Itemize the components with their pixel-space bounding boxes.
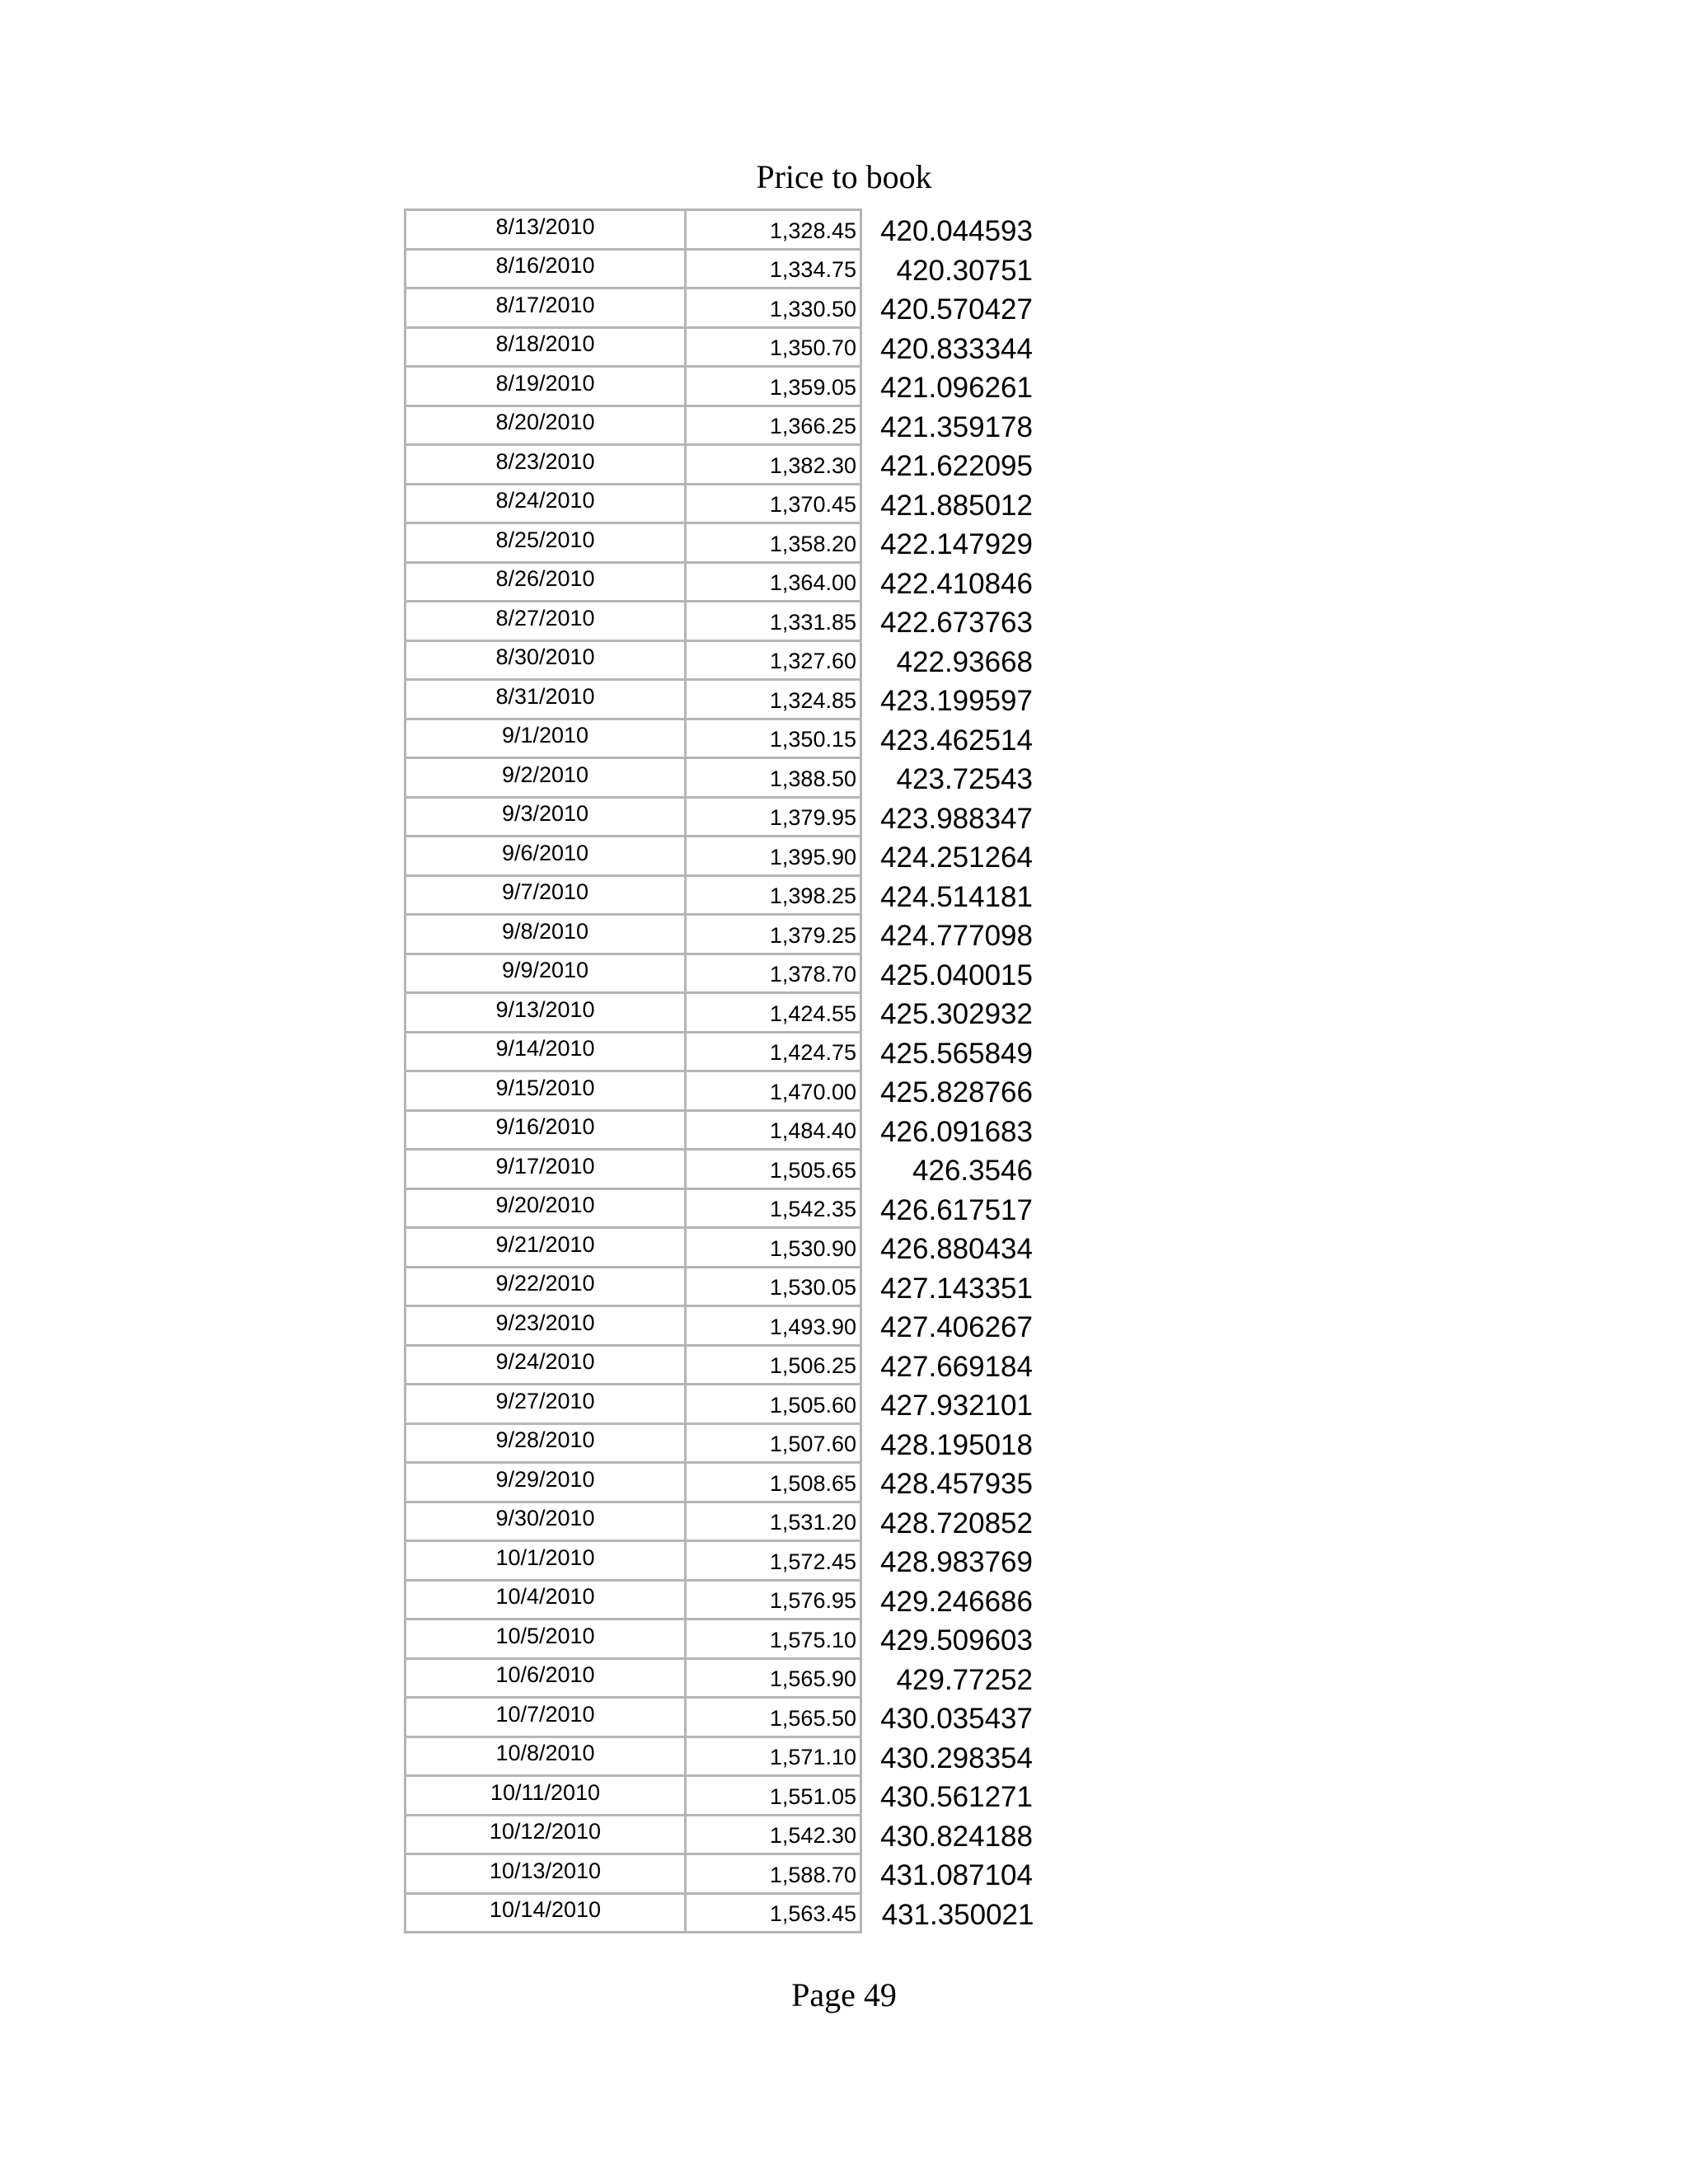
- ratio-cell: 430.035437: [880, 1703, 1033, 1736]
- price-cell: 1,370.45: [686, 484, 861, 523]
- date-cell: 9/29/2010: [406, 1463, 686, 1502]
- price-cell: 1,424.55: [686, 993, 861, 1033]
- price-cell: 1,364.00: [686, 562, 861, 602]
- table-row: [406, 680, 1034, 719]
- price-cell: 1,350.15: [686, 719, 861, 758]
- table-row: [406, 1698, 1034, 1737]
- ratio-cell: 425.040015: [880, 958, 1033, 991]
- ratio-cell: 428.457935: [880, 1468, 1033, 1501]
- page-title: Price to book: [756, 158, 932, 195]
- ratio-cell: 425.302932: [880, 998, 1033, 1031]
- date-cell: 8/17/2010: [406, 288, 686, 328]
- date-cell: 10/12/2010: [406, 1815, 686, 1854]
- date-cell: 8/20/2010: [406, 405, 686, 445]
- table-body: [406, 210, 1034, 1933]
- table-row: [406, 1267, 1034, 1306]
- price-cell: 1,470.00: [686, 1071, 861, 1111]
- price-cell: 1,588.70: [686, 1854, 861, 1894]
- date-cell: 10/1/2010: [406, 1541, 686, 1581]
- price-cell: 1,530.05: [686, 1267, 861, 1306]
- date-cell: 9/21/2010: [406, 1228, 686, 1268]
- table-row: [406, 1032, 1034, 1071]
- table-row: [406, 1580, 1034, 1619]
- ratio-cell: 429.246686: [880, 1585, 1033, 1618]
- ratio-cell: 425.565849: [880, 1037, 1033, 1070]
- ratio-cell: 420.044593: [880, 215, 1033, 248]
- table-row: [406, 1345, 1034, 1385]
- price-cell: 1,531.20: [686, 1502, 861, 1541]
- date-cell: 9/16/2010: [406, 1110, 686, 1150]
- table-row: [406, 797, 1034, 837]
- table-row: [406, 327, 1034, 367]
- price-cell: 1,530.90: [686, 1228, 861, 1268]
- table-row: [406, 210, 1034, 250]
- price-cell: 1,507.60: [686, 1423, 861, 1463]
- price-cell: 1,505.65: [686, 1150, 861, 1189]
- table-row: [406, 758, 1034, 798]
- date-cell: 9/3/2010: [406, 797, 686, 837]
- price-cell: 1,542.30: [686, 1815, 861, 1854]
- price-cell: 1,328.45: [686, 210, 861, 250]
- date-cell: 9/1/2010: [406, 719, 686, 758]
- ratio-cell: 426.617517: [880, 1193, 1033, 1226]
- table-row: [406, 1228, 1034, 1268]
- table-row: [406, 1150, 1034, 1189]
- table-row: [406, 445, 1034, 485]
- table-row: [406, 602, 1034, 641]
- table-row: [406, 1071, 1034, 1111]
- date-cell: 10/7/2010: [406, 1698, 686, 1737]
- price-cell: 1,542.35: [686, 1188, 861, 1228]
- ratio-cell: 422.410846: [880, 567, 1033, 600]
- ratio-cell: 428.195018: [880, 1428, 1033, 1461]
- date-cell: 9/30/2010: [406, 1502, 686, 1541]
- date-cell: 8/25/2010: [406, 523, 686, 563]
- table-row: [406, 249, 1034, 288]
- price-cell: 1,576.95: [686, 1580, 861, 1619]
- ratio-cell: 426.091683: [880, 1115, 1033, 1148]
- table-row: [406, 1736, 1034, 1776]
- table-row: [406, 875, 1034, 915]
- table-row: [406, 1110, 1034, 1150]
- ratio-cell: 420.30751: [896, 254, 1033, 287]
- table-row: [406, 1423, 1034, 1463]
- price-cell: 1,382.30: [686, 445, 861, 485]
- ratio-cell: 424.251264: [880, 841, 1033, 874]
- ratio-cell: 430.298354: [880, 1741, 1033, 1774]
- table-row: [406, 1619, 1034, 1659]
- ratio-cell: 426.880434: [880, 1233, 1033, 1266]
- ratio-cell: 421.885012: [880, 489, 1033, 522]
- table-row: [406, 1893, 1034, 1933]
- date-cell: 8/24/2010: [406, 484, 686, 523]
- table-row: [406, 719, 1034, 758]
- ratio-cell: 423.462514: [880, 724, 1033, 757]
- date-cell: 9/20/2010: [406, 1188, 686, 1228]
- price-cell: 1,575.10: [686, 1619, 861, 1659]
- ratio-cell: 423.988347: [880, 802, 1033, 835]
- price-cell: 1,388.50: [686, 758, 861, 798]
- ratio-cell: 422.93668: [896, 645, 1033, 678]
- ratio-cell: 425.828766: [880, 1076, 1033, 1109]
- date-cell: 9/17/2010: [406, 1150, 686, 1189]
- price-cell: 1,505.60: [686, 1385, 861, 1424]
- date-cell: 10/6/2010: [406, 1658, 686, 1698]
- ratio-cell: 422.673763: [880, 607, 1033, 640]
- ratio-cell: 421.096261: [880, 372, 1033, 405]
- date-cell: 10/5/2010: [406, 1619, 686, 1659]
- table-row: [406, 1658, 1034, 1698]
- price-cell: 1,565.50: [686, 1698, 861, 1737]
- date-cell: 9/6/2010: [406, 837, 686, 876]
- price-cell: 1,395.90: [686, 837, 861, 876]
- date-cell: 9/24/2010: [406, 1345, 686, 1385]
- ratio-cell: 429.509603: [880, 1624, 1033, 1657]
- price-cell: 1,331.85: [686, 602, 861, 641]
- ratio-cell: 426.3546: [912, 1155, 1033, 1188]
- table-row: [406, 1776, 1034, 1816]
- table-row: [406, 993, 1034, 1033]
- ratio-cell: 424.777098: [880, 920, 1033, 953]
- ratio-cell: 424.514181: [880, 880, 1033, 913]
- table-row: [406, 640, 1034, 680]
- date-cell: 9/22/2010: [406, 1267, 686, 1306]
- price-cell: 1,572.45: [686, 1541, 861, 1581]
- table-row: [406, 1463, 1034, 1502]
- table-row: [406, 405, 1034, 445]
- table-row: [406, 915, 1034, 954]
- ratio-cell: 423.199597: [880, 685, 1033, 718]
- date-cell: 9/2/2010: [406, 758, 686, 798]
- date-cell: 8/13/2010: [406, 210, 686, 250]
- ratio-cell: 427.143351: [880, 1272, 1033, 1305]
- date-cell: 9/28/2010: [406, 1423, 686, 1463]
- date-cell: 8/30/2010: [406, 640, 686, 680]
- table-row: [406, 562, 1034, 602]
- ratio-cell: 430.561271: [880, 1781, 1033, 1814]
- ratio-cell: 431.350021: [881, 1898, 1034, 1931]
- table-row: [406, 1502, 1034, 1541]
- ratio-cell: 422.147929: [880, 528, 1033, 561]
- table-row: [406, 1306, 1034, 1346]
- price-cell: 1,330.50: [686, 288, 861, 328]
- table-row: [406, 1385, 1034, 1424]
- ratio-cell: 423.72543: [896, 763, 1033, 796]
- date-cell: 8/16/2010: [406, 249, 686, 288]
- table-row: [406, 954, 1034, 993]
- date-cell: 8/31/2010: [406, 680, 686, 719]
- ratio-cell: 420.833344: [880, 332, 1033, 365]
- price-cell: 1,508.65: [686, 1463, 861, 1502]
- ratio-cell: 427.406267: [880, 1311, 1033, 1344]
- date-cell: 9/7/2010: [406, 875, 686, 915]
- ratio-cell: 420.570427: [880, 293, 1033, 326]
- price-cell: 1,379.25: [686, 915, 861, 954]
- price-cell: 1,493.90: [686, 1306, 861, 1346]
- date-cell: 9/27/2010: [406, 1385, 686, 1424]
- price-cell: 1,424.75: [686, 1032, 861, 1071]
- ratio-cell: 421.359178: [880, 410, 1033, 443]
- ratio-cell: 431.087104: [880, 1859, 1033, 1892]
- date-cell: 8/19/2010: [406, 367, 686, 406]
- ratio-cell: 427.669184: [880, 1350, 1033, 1383]
- date-cell: 9/15/2010: [406, 1071, 686, 1111]
- ratio-cell: 430.824188: [880, 1820, 1033, 1853]
- date-cell: 9/8/2010: [406, 915, 686, 954]
- table-row: [406, 367, 1034, 406]
- price-cell: 1,366.25: [686, 405, 861, 445]
- price-cell: 1,327.60: [686, 640, 861, 680]
- price-to-book-table-container: [404, 209, 1035, 1933]
- price-cell: 1,571.10: [686, 1736, 861, 1776]
- price-cell: 1,484.40: [686, 1110, 861, 1150]
- price-cell: 1,350.70: [686, 327, 861, 367]
- price-cell: 1,359.05: [686, 367, 861, 406]
- price-cell: 1,379.95: [686, 797, 861, 837]
- date-cell: 8/23/2010: [406, 445, 686, 485]
- date-cell: 10/13/2010: [406, 1854, 686, 1894]
- date-cell: 8/18/2010: [406, 327, 686, 367]
- date-cell: 9/13/2010: [406, 993, 686, 1033]
- ratio-cell: 421.622095: [880, 450, 1033, 483]
- date-cell: 9/23/2010: [406, 1306, 686, 1346]
- date-cell: 10/4/2010: [406, 1580, 686, 1619]
- price-cell: 1,378.70: [686, 954, 861, 993]
- price-cell: 1,563.45: [686, 1893, 861, 1933]
- price-cell: 1,398.25: [686, 875, 861, 915]
- ratio-cell: 428.983769: [880, 1546, 1033, 1579]
- price-cell: 1,358.20: [686, 523, 861, 563]
- date-cell: 10/14/2010: [406, 1893, 686, 1933]
- price-to-book-table: [404, 209, 1035, 1933]
- date-cell: 10/8/2010: [406, 1736, 686, 1776]
- table-row: [406, 1188, 1034, 1228]
- table-row: [406, 484, 1034, 523]
- price-cell: 1,506.25: [686, 1345, 861, 1385]
- ratio-cell: 427.932101: [880, 1390, 1033, 1422]
- table-row: [406, 837, 1034, 876]
- price-cell: 1,324.85: [686, 680, 861, 719]
- ratio-cell: 429.77252: [896, 1663, 1033, 1696]
- table-row: [406, 1815, 1034, 1854]
- price-cell: 1,334.75: [686, 249, 861, 288]
- date-cell: 8/27/2010: [406, 602, 686, 641]
- price-cell: 1,551.05: [686, 1776, 861, 1816]
- table-row: [406, 288, 1034, 328]
- date-cell: 8/26/2010: [406, 562, 686, 602]
- table-row: [406, 1854, 1034, 1894]
- ratio-cell: 428.720852: [880, 1507, 1033, 1540]
- page-number: Page 49: [791, 1976, 897, 2013]
- table-row: [406, 523, 1034, 563]
- date-cell: 9/9/2010: [406, 954, 686, 993]
- date-cell: 10/11/2010: [406, 1776, 686, 1816]
- date-cell: 9/14/2010: [406, 1032, 686, 1071]
- table-row: [406, 1541, 1034, 1581]
- price-cell: 1,565.90: [686, 1658, 861, 1698]
